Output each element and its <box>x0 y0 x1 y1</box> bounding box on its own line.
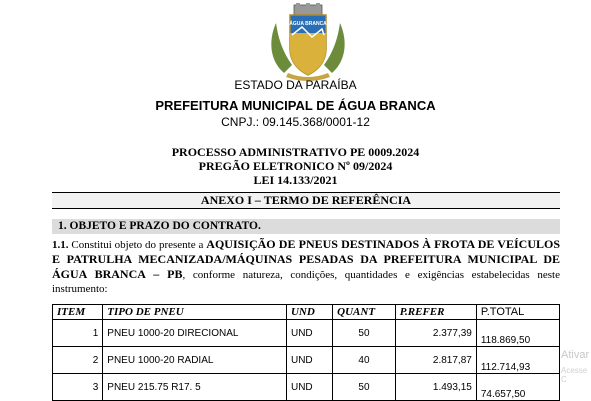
activation-watermark: Ativar <box>561 349 590 361</box>
header-pref: P.REFER <box>395 305 476 320</box>
municipal-crest-icon <box>266 3 350 83</box>
municipality-name: PREFEITURA MUNICIPAL DE ÁGUA BRANCA <box>155 98 436 113</box>
table-row <box>53 320 560 347</box>
header-tipo: TIPO DE PNEU <box>103 305 287 320</box>
law-reference: LEI 14.133/2021 <box>253 173 338 187</box>
cell-item: 1 <box>53 320 103 347</box>
cell-pref: 2.817,87 <box>395 347 476 374</box>
clause-intro: Constitui objeto do presente a <box>68 239 207 251</box>
process-number: PROCESSO ADMINISTRATIVO PE 0009.2024 <box>171 145 420 159</box>
header-quant: QUANT <box>333 305 396 320</box>
cell-quant: 40 <box>333 347 396 374</box>
auction-number: PREGÃO ELETRONICO Nº 09/2024 <box>198 159 393 173</box>
table-row <box>53 374 560 401</box>
cell-ptot <box>476 320 559 347</box>
cnpj-number: CNPJ.: 09.145.368/0001-12 <box>221 115 370 129</box>
section-title: 1. OBJETO E PRAZO DO CONTRATO. <box>58 220 261 232</box>
object-paragraph <box>52 237 560 296</box>
header-item: ITEM <box>53 305 103 320</box>
cell-quant: 50 <box>333 374 396 401</box>
annex-title: ANEXO I – TERMO DE REFERÊNCIA <box>52 192 560 209</box>
clause-number: 1.1. <box>52 239 69 251</box>
clause-object: AQUISIÇÃO DE PNEUS DESTINADOS À FROTA DE VEÍCULOS E PATRULHA MECANIZADA/MÁQUINAS PESADAS DA PREFEITURA MUNICIPAL DE ÁGUA BRANCA – PB <box>52 237 560 281</box>
cell-item: 2 <box>53 347 103 374</box>
cell-pref: 2.377,39 <box>395 320 476 347</box>
activation-watermark-sub: Acesse C <box>561 366 588 384</box>
cell-ptot <box>476 374 559 401</box>
cell-ptot-value: 112.714,93 <box>480 361 531 373</box>
tire-items-table <box>52 304 560 401</box>
cell-und: UND <box>286 374 332 401</box>
cell-pref: 1.493,15 <box>395 374 476 401</box>
table-header-row <box>53 305 560 320</box>
state-name: ESTADO DA PARAÍBA <box>234 78 357 92</box>
cell-tipo: PNEU 215.75 R17. 5 <box>103 374 287 401</box>
cell-item: 3 <box>53 374 103 401</box>
cell-tipo: PNEU 1000-20 RADIAL <box>103 347 287 374</box>
cell-quant: 50 <box>333 320 396 347</box>
table-row <box>53 347 560 374</box>
header-und: UND <box>286 305 332 320</box>
section-heading <box>52 219 560 234</box>
cell-ptot <box>476 347 559 374</box>
cell-ptot-value: 118.869,50 <box>480 334 531 346</box>
cell-und: UND <box>286 320 332 347</box>
cell-tipo: PNEU 1000-20 DIRECIONAL <box>103 320 287 347</box>
cell-und: UND <box>286 347 332 374</box>
header-ptot: P.TOTAL <box>476 305 559 320</box>
clause-tail: , conforme natureza, condições, quantidades e exigências estabelecidas neste instrumento: <box>52 269 560 295</box>
cell-ptot-value: 74.657,50 <box>480 388 526 400</box>
crest-text: ÁGUA BRANCA <box>289 21 327 27</box>
